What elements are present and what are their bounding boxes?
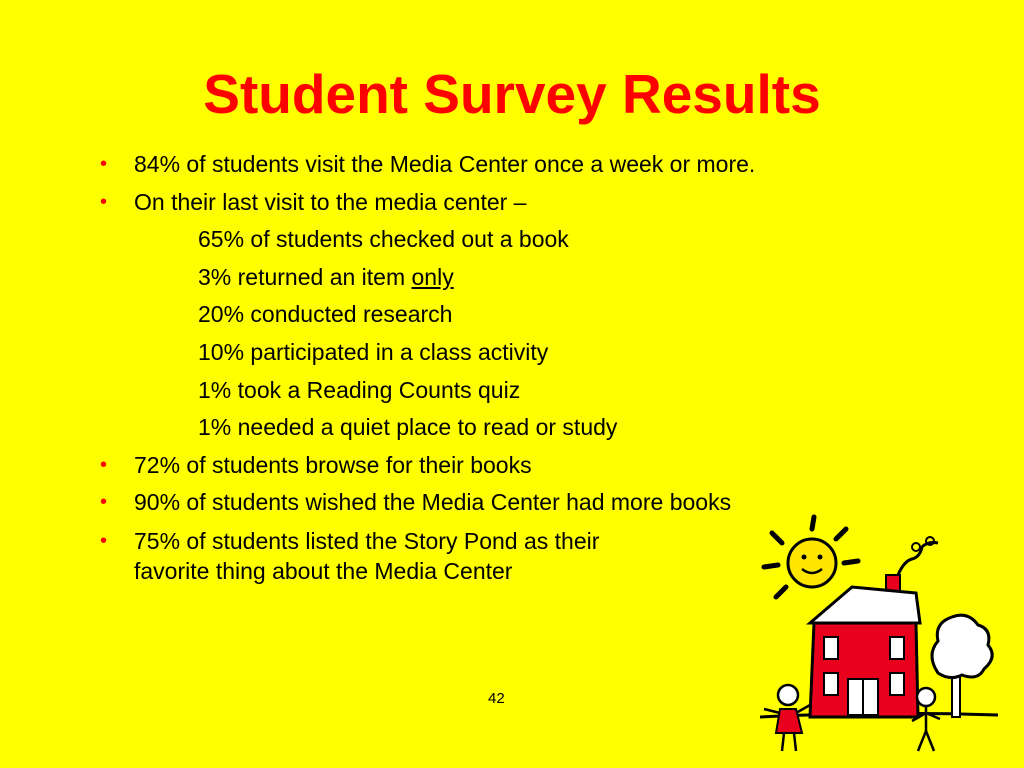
girl-child-icon xyxy=(764,685,810,751)
page-number: 42 xyxy=(488,690,505,707)
sun-icon xyxy=(764,517,858,597)
bullet-dot-icon: • xyxy=(100,190,108,213)
bullet-text: On their last visit to the media center – xyxy=(134,188,527,215)
sub-item: 20% conducted research xyxy=(198,301,453,328)
bullet-dot-icon: • xyxy=(100,453,108,476)
bullet-item xyxy=(100,146,960,184)
school-house-children-clipart-icon xyxy=(740,505,1010,765)
sub-item: 10% participated in a class activity xyxy=(198,338,549,365)
bullet-text-line2: favorite thing about the Media Center xyxy=(134,557,513,584)
bullet-text: 84% of students visit the Media Center once a week or more. xyxy=(134,151,756,177)
house-icon xyxy=(810,575,920,717)
bullet-text: 72% of students browse for their books xyxy=(134,451,532,478)
boy-child-icon xyxy=(912,688,940,751)
sub-item: 1% took a Reading Counts quiz xyxy=(198,376,521,403)
bullet-text-line1: 75% of students listed the Story Pond as their xyxy=(134,527,600,554)
bullet-dot-icon: • xyxy=(100,153,108,175)
bullet-dot-icon: • xyxy=(100,529,108,552)
tree-icon xyxy=(932,615,992,717)
sub-item: 65% of students checked out a book xyxy=(198,226,569,253)
slide-title: Student Survey Results xyxy=(203,63,821,125)
bullet-dot-icon: • xyxy=(100,491,108,514)
bullet-item xyxy=(100,184,960,222)
sub-item: 1% needed a quiet place to read or study xyxy=(198,414,618,441)
sub-item-text: 3% returned an item xyxy=(198,263,412,290)
sub-item-returned xyxy=(100,259,960,297)
bullet-item xyxy=(100,447,960,485)
smoke-icon xyxy=(898,537,938,575)
sub-item-underlined-word: only xyxy=(411,263,454,290)
bullet-text: 90% of students wished the Media Center had more books xyxy=(134,489,732,516)
